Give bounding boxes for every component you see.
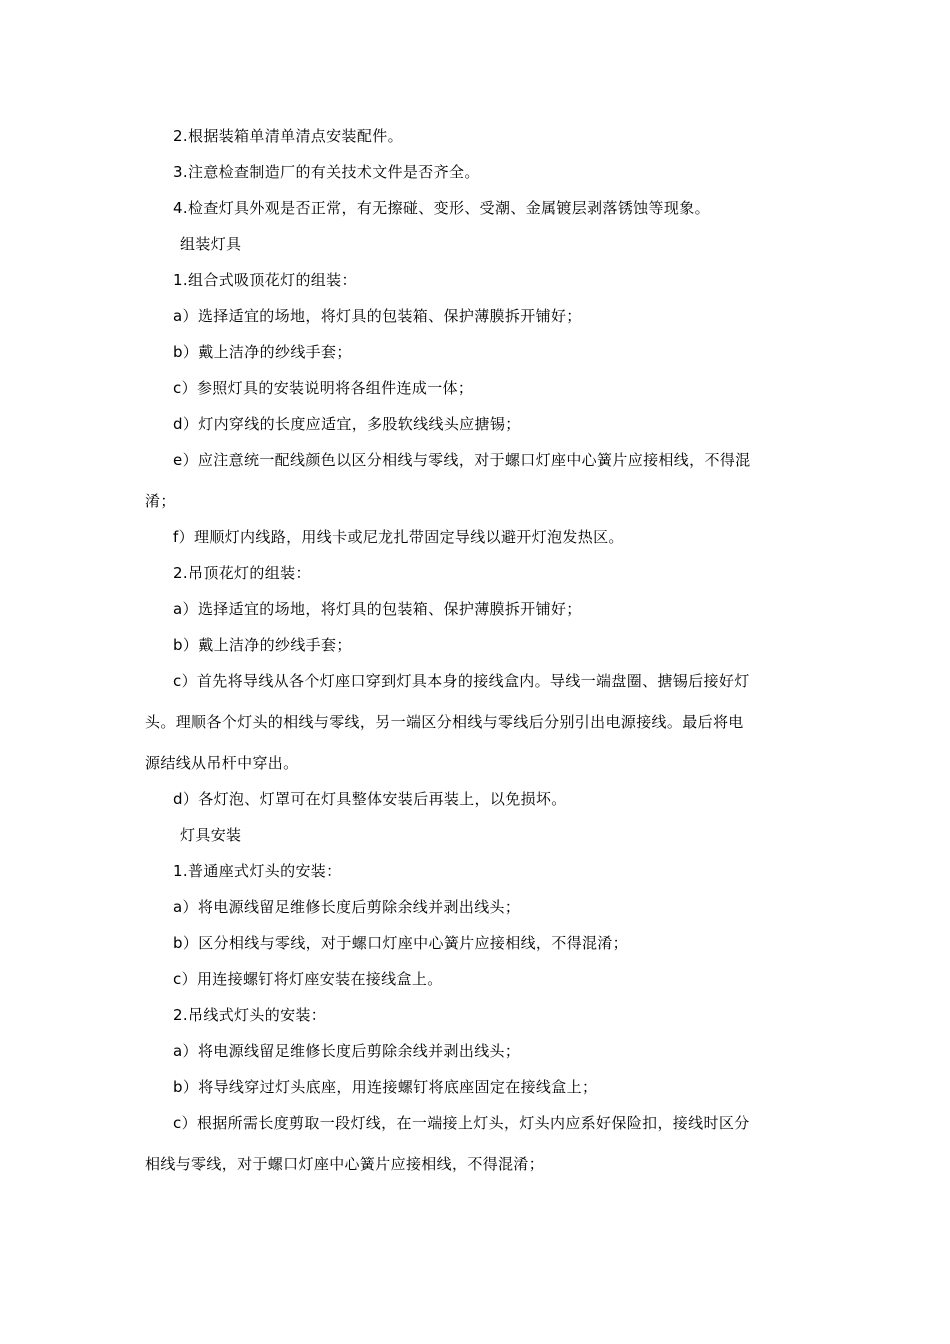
text-line: b）将导线穿过灯头底座，用连接螺钉将底座固定在接线盒上；: [173, 1078, 598, 1096]
text-line: d）灯内穿线的长度应适宜，多股软线线头应搪锡；: [173, 415, 521, 433]
text-line: a）将电源线留足维修长度后剪除余线并剥出线头；: [173, 1042, 521, 1060]
text-line: c）参照灯具的安装说明将各组件连成一体；: [173, 379, 474, 397]
text-line: 2.根据装箱单清单清点安装配件。: [173, 127, 403, 145]
text-line: c）首先将导线从各个灯座口穿到灯具本身的接线盒内。导线一端盘圈、搪锡后接好灯: [173, 672, 750, 690]
text-line: a）选择适宜的场地，将灯具的包装箱、保护薄膜拆开铺好；: [173, 600, 582, 618]
text-line: b）戴上洁净的纱线手套；: [173, 636, 352, 654]
section-heading: 组装灯具: [180, 235, 242, 253]
text-line: 2.吊线式灯头的安装：: [173, 1006, 327, 1024]
text-line: 3.注意检查制造厂的有关技术文件是否齐全。: [173, 163, 480, 181]
text-line: c）根据所需长度剪取一段灯线，在一端接上灯头，灯头内应系好保险扣，接线时区分: [173, 1114, 750, 1132]
text-line: 1.普通座式灯头的安装：: [173, 862, 342, 880]
section-heading: 灯具安装: [180, 826, 242, 844]
text-line: 源结线从吊杆中穿出。: [145, 754, 299, 772]
text-line: 4.检查灯具外观是否正常，有无擦碰、变形、受潮、金属镀层剥落锈蚀等现象。: [173, 199, 710, 217]
text-line: 相线与零线，对于螺口灯座中心簧片应接相线，不得混淆；: [145, 1155, 545, 1173]
text-line: 淆；: [145, 492, 176, 510]
text-line: c）用连接螺钉将灯座安装在接线盒上。: [173, 970, 443, 988]
text-line: d）各灯泡、灯罩可在灯具整体安装后再装上，以免损坏。: [173, 790, 567, 808]
text-line: b）戴上洁净的纱线手套；: [173, 343, 352, 361]
text-line: e）应注意统一配线颜色以区分相线与零线，对于螺口灯座中心簧片应接相线，不得混: [173, 451, 751, 469]
text-line: 2.吊顶花灯的组装：: [173, 564, 311, 582]
text-line: 1.组合式吸顶花灯的组装：: [173, 271, 357, 289]
text-line: a）将电源线留足维修长度后剪除余线并剥出线头；: [173, 898, 521, 916]
text-line: a）选择适宜的场地，将灯具的包装箱、保护薄膜拆开铺好；: [173, 307, 582, 325]
text-line: 头。理顺各个灯头的相线与零线，另一端区分相线与零线后分别引出电源接线。最后将电: [145, 713, 744, 731]
text-line: b）区分相线与零线，对于螺口灯座中心簧片应接相线，不得混淆；: [173, 934, 629, 952]
text-line: f）理顺灯内线路，用线卡或尼龙扎带固定导线以避开灯泡发热区。: [173, 528, 624, 546]
